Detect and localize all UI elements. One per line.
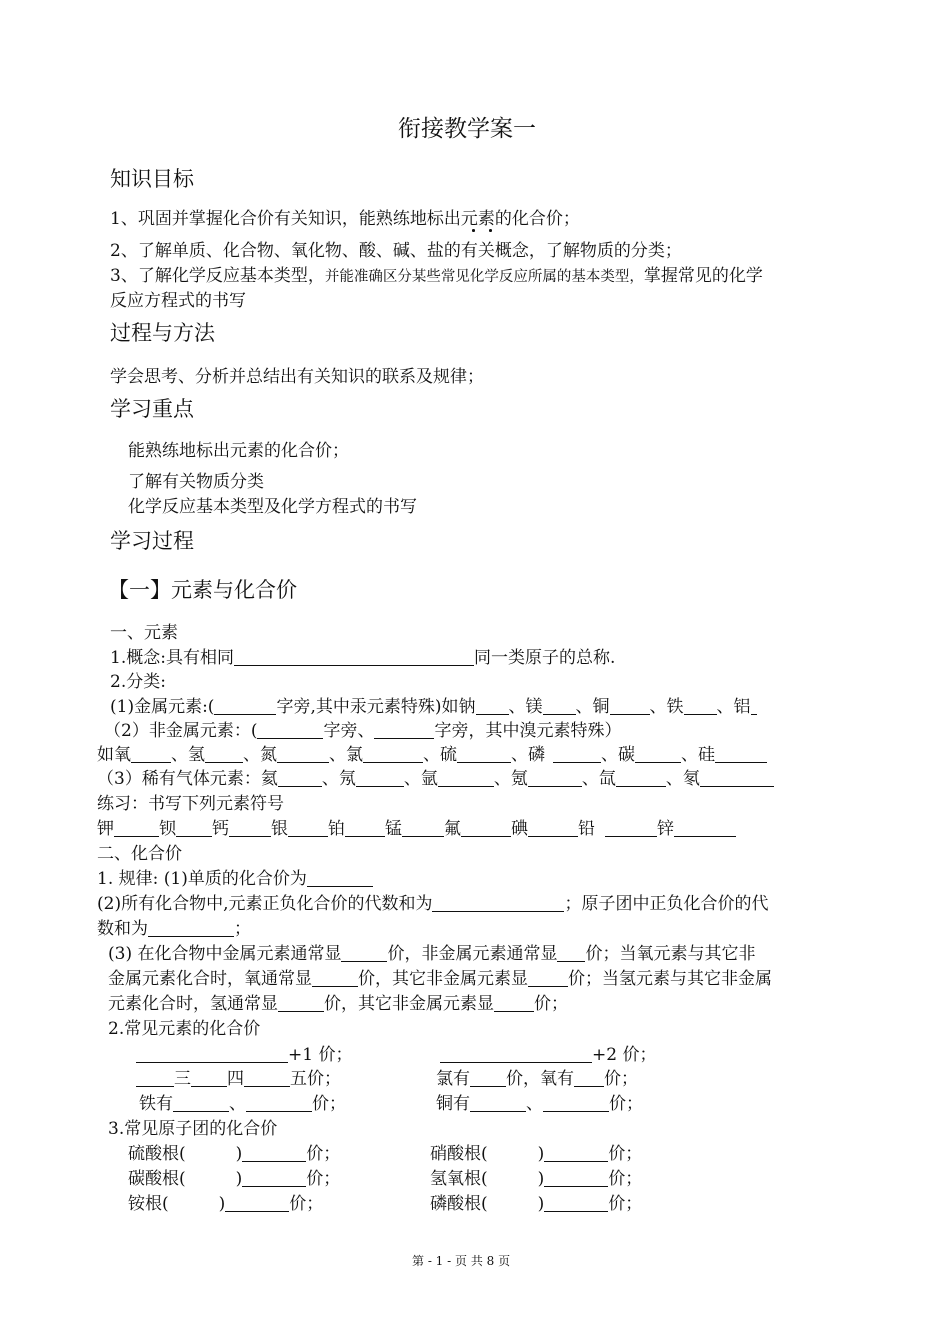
text: 氯有 <box>436 1069 470 1089</box>
valence-fe <box>139 1093 346 1115</box>
text: 硝酸根( <box>430 1144 488 1164</box>
blank[interactable] <box>229 819 271 837</box>
goal-item-3-cont: 反应方程式的书写 <box>110 291 246 311</box>
section-heading-method: 过程与方法 <box>110 321 215 345</box>
text: 、氩 <box>403 769 438 789</box>
rule-1 <box>97 868 373 890</box>
text: 元素化合时，氢通常显 <box>108 994 278 1014</box>
blank[interactable] <box>173 1094 229 1112</box>
text: 价； <box>534 994 568 1014</box>
text: 价； <box>306 1144 341 1164</box>
goal3-part: 掌握常见的化学 <box>643 266 763 286</box>
goal-item-3 <box>110 265 763 288</box>
blank[interactable] <box>700 769 774 787</box>
blank[interactable] <box>610 697 650 715</box>
text: 磷酸根( <box>430 1194 488 1214</box>
blank[interactable] <box>402 819 444 837</box>
blank[interactable] <box>312 969 358 987</box>
metal-line <box>110 696 757 718</box>
blank[interactable] <box>277 745 329 763</box>
text: 、氢 <box>171 745 205 765</box>
text: 价，其它非金属元素显 <box>324 994 494 1014</box>
text: 价；当氢元素与其它非金属 <box>568 969 772 989</box>
blank[interactable] <box>307 869 373 887</box>
text: ； <box>234 919 251 939</box>
text: ) <box>235 1169 243 1189</box>
text: 如氧 <box>97 745 131 765</box>
blank[interactable] <box>278 994 324 1012</box>
goal-item-1 <box>110 208 580 230</box>
blank[interactable] <box>191 1069 227 1087</box>
blank[interactable] <box>557 944 585 962</box>
text: +1 价； <box>288 1045 353 1065</box>
text: 、 <box>229 1094 246 1114</box>
blank[interactable] <box>528 819 578 837</box>
common-group-heading: 3.常见原子团的化合价 <box>108 1119 278 1139</box>
goal3-part: 3、了解化学反应基本类型， <box>110 266 325 286</box>
text: （2）非金属元素：( <box>104 721 258 741</box>
text: 价；当氧元素与其它非 <box>585 944 756 964</box>
text: 四 <box>227 1069 244 1089</box>
text: 价； <box>312 1094 346 1114</box>
valence-plus1 <box>136 1044 352 1066</box>
text: 钙 <box>212 819 229 839</box>
text: 价，氧有 <box>506 1069 574 1089</box>
blank[interactable] <box>432 894 564 912</box>
blank[interactable] <box>341 944 387 962</box>
group-so4 <box>128 1143 340 1165</box>
text: 、铜 <box>575 697 610 717</box>
blank[interactable] <box>457 745 511 763</box>
blank[interactable] <box>605 819 657 837</box>
text: 字旁、 <box>323 721 375 741</box>
blank[interactable] <box>242 1144 306 1162</box>
text: 三 <box>174 1069 191 1089</box>
goal-item-2: 2、了解单质、化合物、氧化物、酸、碱、盐的有关概念，了解物质的分类； <box>110 241 682 261</box>
valence-multi <box>136 1068 341 1090</box>
class-line: 2.分类: <box>110 672 166 692</box>
blank[interactable] <box>616 769 666 787</box>
blank[interactable] <box>278 769 322 787</box>
rule-2 <box>97 893 768 915</box>
text: 字旁，其中溴元素特殊） <box>434 721 622 741</box>
common-valence-heading: 2.常见元素的化合价 <box>108 1019 261 1039</box>
group-nh4 <box>128 1193 323 1215</box>
text: 、铝 <box>716 697 751 717</box>
rule-3-cont2 <box>108 993 568 1015</box>
text: ；原子团中正负化合价的代 <box>564 894 769 914</box>
text: 价； <box>306 1169 341 1189</box>
text: 价； <box>604 1069 638 1089</box>
blank[interactable] <box>131 745 171 763</box>
blank[interactable] <box>715 745 767 763</box>
text: 碘 <box>511 819 528 839</box>
focus-item-1: 能熟练地标出元素的化合价； <box>128 441 349 461</box>
blank[interactable] <box>461 819 511 837</box>
text: 硫酸根( <box>128 1144 186 1164</box>
blank[interactable] <box>246 1094 312 1112</box>
blank[interactable] <box>374 721 434 739</box>
focus-item-2: 了解有关物质分类 <box>128 472 264 492</box>
blank[interactable] <box>242 1169 306 1187</box>
text: 1. 规律: (1)单质的化合价为 <box>97 869 307 889</box>
rule-2-cont <box>97 918 251 940</box>
rule-3 <box>108 943 755 965</box>
text: 、氖 <box>321 769 356 789</box>
blank[interactable] <box>148 919 234 937</box>
blank[interactable] <box>136 1069 174 1087</box>
text: 钡 <box>159 819 176 839</box>
text: 锌 <box>657 819 674 839</box>
emphasis-dot <box>472 229 475 232</box>
section-heading-focus: 学习重点 <box>110 397 194 421</box>
text: 价； <box>608 1144 643 1164</box>
group-co3 <box>128 1168 340 1190</box>
text: 铁有 <box>139 1094 173 1114</box>
text: ) <box>218 1194 226 1214</box>
text: 钾 <box>97 819 114 839</box>
sub-heading-element: 一、元素 <box>110 623 178 643</box>
text: (3) 在化合物中金属元素通常显 <box>108 944 342 964</box>
text: 价，其它非金属元素显 <box>358 969 528 989</box>
blank[interactable] <box>244 1069 290 1087</box>
text: 、碳 <box>601 745 635 765</box>
rule-3-cont <box>108 968 772 990</box>
sub-heading-valence: 二、化合价 <box>97 844 182 864</box>
text: 铂 <box>328 819 345 839</box>
text: ) <box>537 1144 545 1164</box>
goal3-part: 并能准确区分某些常见化学反应所属的基本类型， <box>324 269 644 285</box>
text: 碳酸根( <box>128 1169 186 1189</box>
nonmetal-line <box>104 720 621 742</box>
text: ) <box>537 1169 545 1189</box>
blank[interactable] <box>543 697 576 715</box>
text: +2 价； <box>592 1045 657 1065</box>
text: 价； <box>609 1094 643 1114</box>
blank[interactable] <box>234 648 474 666</box>
blank[interactable] <box>356 769 404 787</box>
text: 氟 <box>444 819 461 839</box>
blank[interactable] <box>553 745 601 763</box>
text: ) <box>235 1144 243 1164</box>
text: 价； <box>608 1169 643 1189</box>
blank[interactable] <box>136 1045 288 1063</box>
blank[interactable] <box>528 969 568 987</box>
section-heading-goals: 知识目标 <box>110 167 194 191</box>
text: 、磷 <box>511 745 545 765</box>
text: 价； <box>289 1194 324 1214</box>
rare-gas-line <box>97 768 774 790</box>
text: 、氮 <box>243 745 277 765</box>
blank[interactable] <box>440 1045 592 1063</box>
text: 、铁 <box>649 697 684 717</box>
blank[interactable] <box>205 745 243 763</box>
blank[interactable] <box>751 697 757 715</box>
page-footer: 第 - 1 - 页 共 8 页 <box>412 1254 511 1268</box>
blank[interactable] <box>470 1069 506 1087</box>
blank[interactable] <box>544 1144 608 1162</box>
blank[interactable] <box>544 1169 608 1187</box>
group-no3 <box>430 1143 642 1165</box>
text: 1.概念:具有相同 <box>110 648 234 668</box>
text: 、氪 <box>493 769 528 789</box>
text: 、氯 <box>329 745 363 765</box>
practice-symbols <box>97 818 736 840</box>
blank[interactable] <box>470 1094 526 1112</box>
blank[interactable] <box>214 697 276 715</box>
focus-item-3: 化学反应基本类型及化学方程式的书写 <box>128 497 417 517</box>
valence-cu <box>436 1093 643 1115</box>
part-heading: 【一】元素与化合价 <box>108 578 297 602</box>
valence-plus2 <box>440 1044 656 1066</box>
group-oh <box>430 1168 642 1190</box>
blank[interactable] <box>494 994 534 1012</box>
blank[interactable] <box>574 1069 604 1087</box>
blank[interactable] <box>176 819 212 837</box>
blank[interactable] <box>288 819 328 837</box>
page-title: 衔接教学案一 <box>398 116 536 142</box>
text: 同一类原子的总称. <box>473 648 616 668</box>
text: (2)所有化合物中,元素正负化合价的代数和为 <box>97 894 433 914</box>
method-item: 学会思考、分析并总结出有关知识的联系及规律； <box>110 367 484 387</box>
blank[interactable] <box>114 819 159 837</box>
text: 、镁 <box>508 697 543 717</box>
text: (1)金属元素:( <box>110 697 215 717</box>
text: 、 <box>526 1094 543 1114</box>
blank[interactable] <box>225 1194 289 1212</box>
group-po4 <box>430 1193 642 1215</box>
blank[interactable] <box>438 769 494 787</box>
text: 铅 <box>578 819 595 839</box>
nonmetal-examples <box>97 744 767 766</box>
emphasis-dot <box>489 229 492 232</box>
text: 价； <box>608 1194 643 1214</box>
blank[interactable] <box>345 819 385 837</box>
valence-cl-o <box>436 1068 638 1090</box>
goal-text-1: 1、巩固并掌握化合价有关知识，能熟练地标出元素的化合价； <box>110 209 580 229</box>
blank[interactable] <box>257 721 323 739</box>
text: 、氙 <box>581 769 616 789</box>
blank[interactable] <box>476 697 509 715</box>
text: 、氡 <box>665 769 700 789</box>
text: 价，非金属元素通常显 <box>387 944 558 964</box>
text: 金属元素化合时，氧通常显 <box>108 969 312 989</box>
text: 五价； <box>290 1069 341 1089</box>
text: 字旁,其中汞元素特殊)如钠 <box>276 697 476 717</box>
blank[interactable] <box>528 769 582 787</box>
blank[interactable] <box>674 819 736 837</box>
blank[interactable] <box>543 1094 609 1112</box>
text: （3）稀有气体元素：氦 <box>97 769 278 789</box>
blank[interactable] <box>635 745 681 763</box>
blank[interactable] <box>363 745 423 763</box>
text: ) <box>537 1194 545 1214</box>
text: 铵根( <box>128 1194 169 1214</box>
text: 铜有 <box>436 1094 470 1114</box>
text: 银 <box>271 819 288 839</box>
text: 数和为 <box>97 919 148 939</box>
text: 氢氧根( <box>430 1169 488 1189</box>
concept-line <box>110 647 615 669</box>
section-heading-process: 学习过程 <box>110 529 194 553</box>
text: 、硅 <box>681 745 715 765</box>
text: 锰 <box>385 819 402 839</box>
blank[interactable] <box>544 1194 608 1212</box>
blank[interactable] <box>684 697 717 715</box>
practice-line: 练习：书写下列元素符号 <box>97 794 284 814</box>
text: 、硫 <box>423 745 457 765</box>
